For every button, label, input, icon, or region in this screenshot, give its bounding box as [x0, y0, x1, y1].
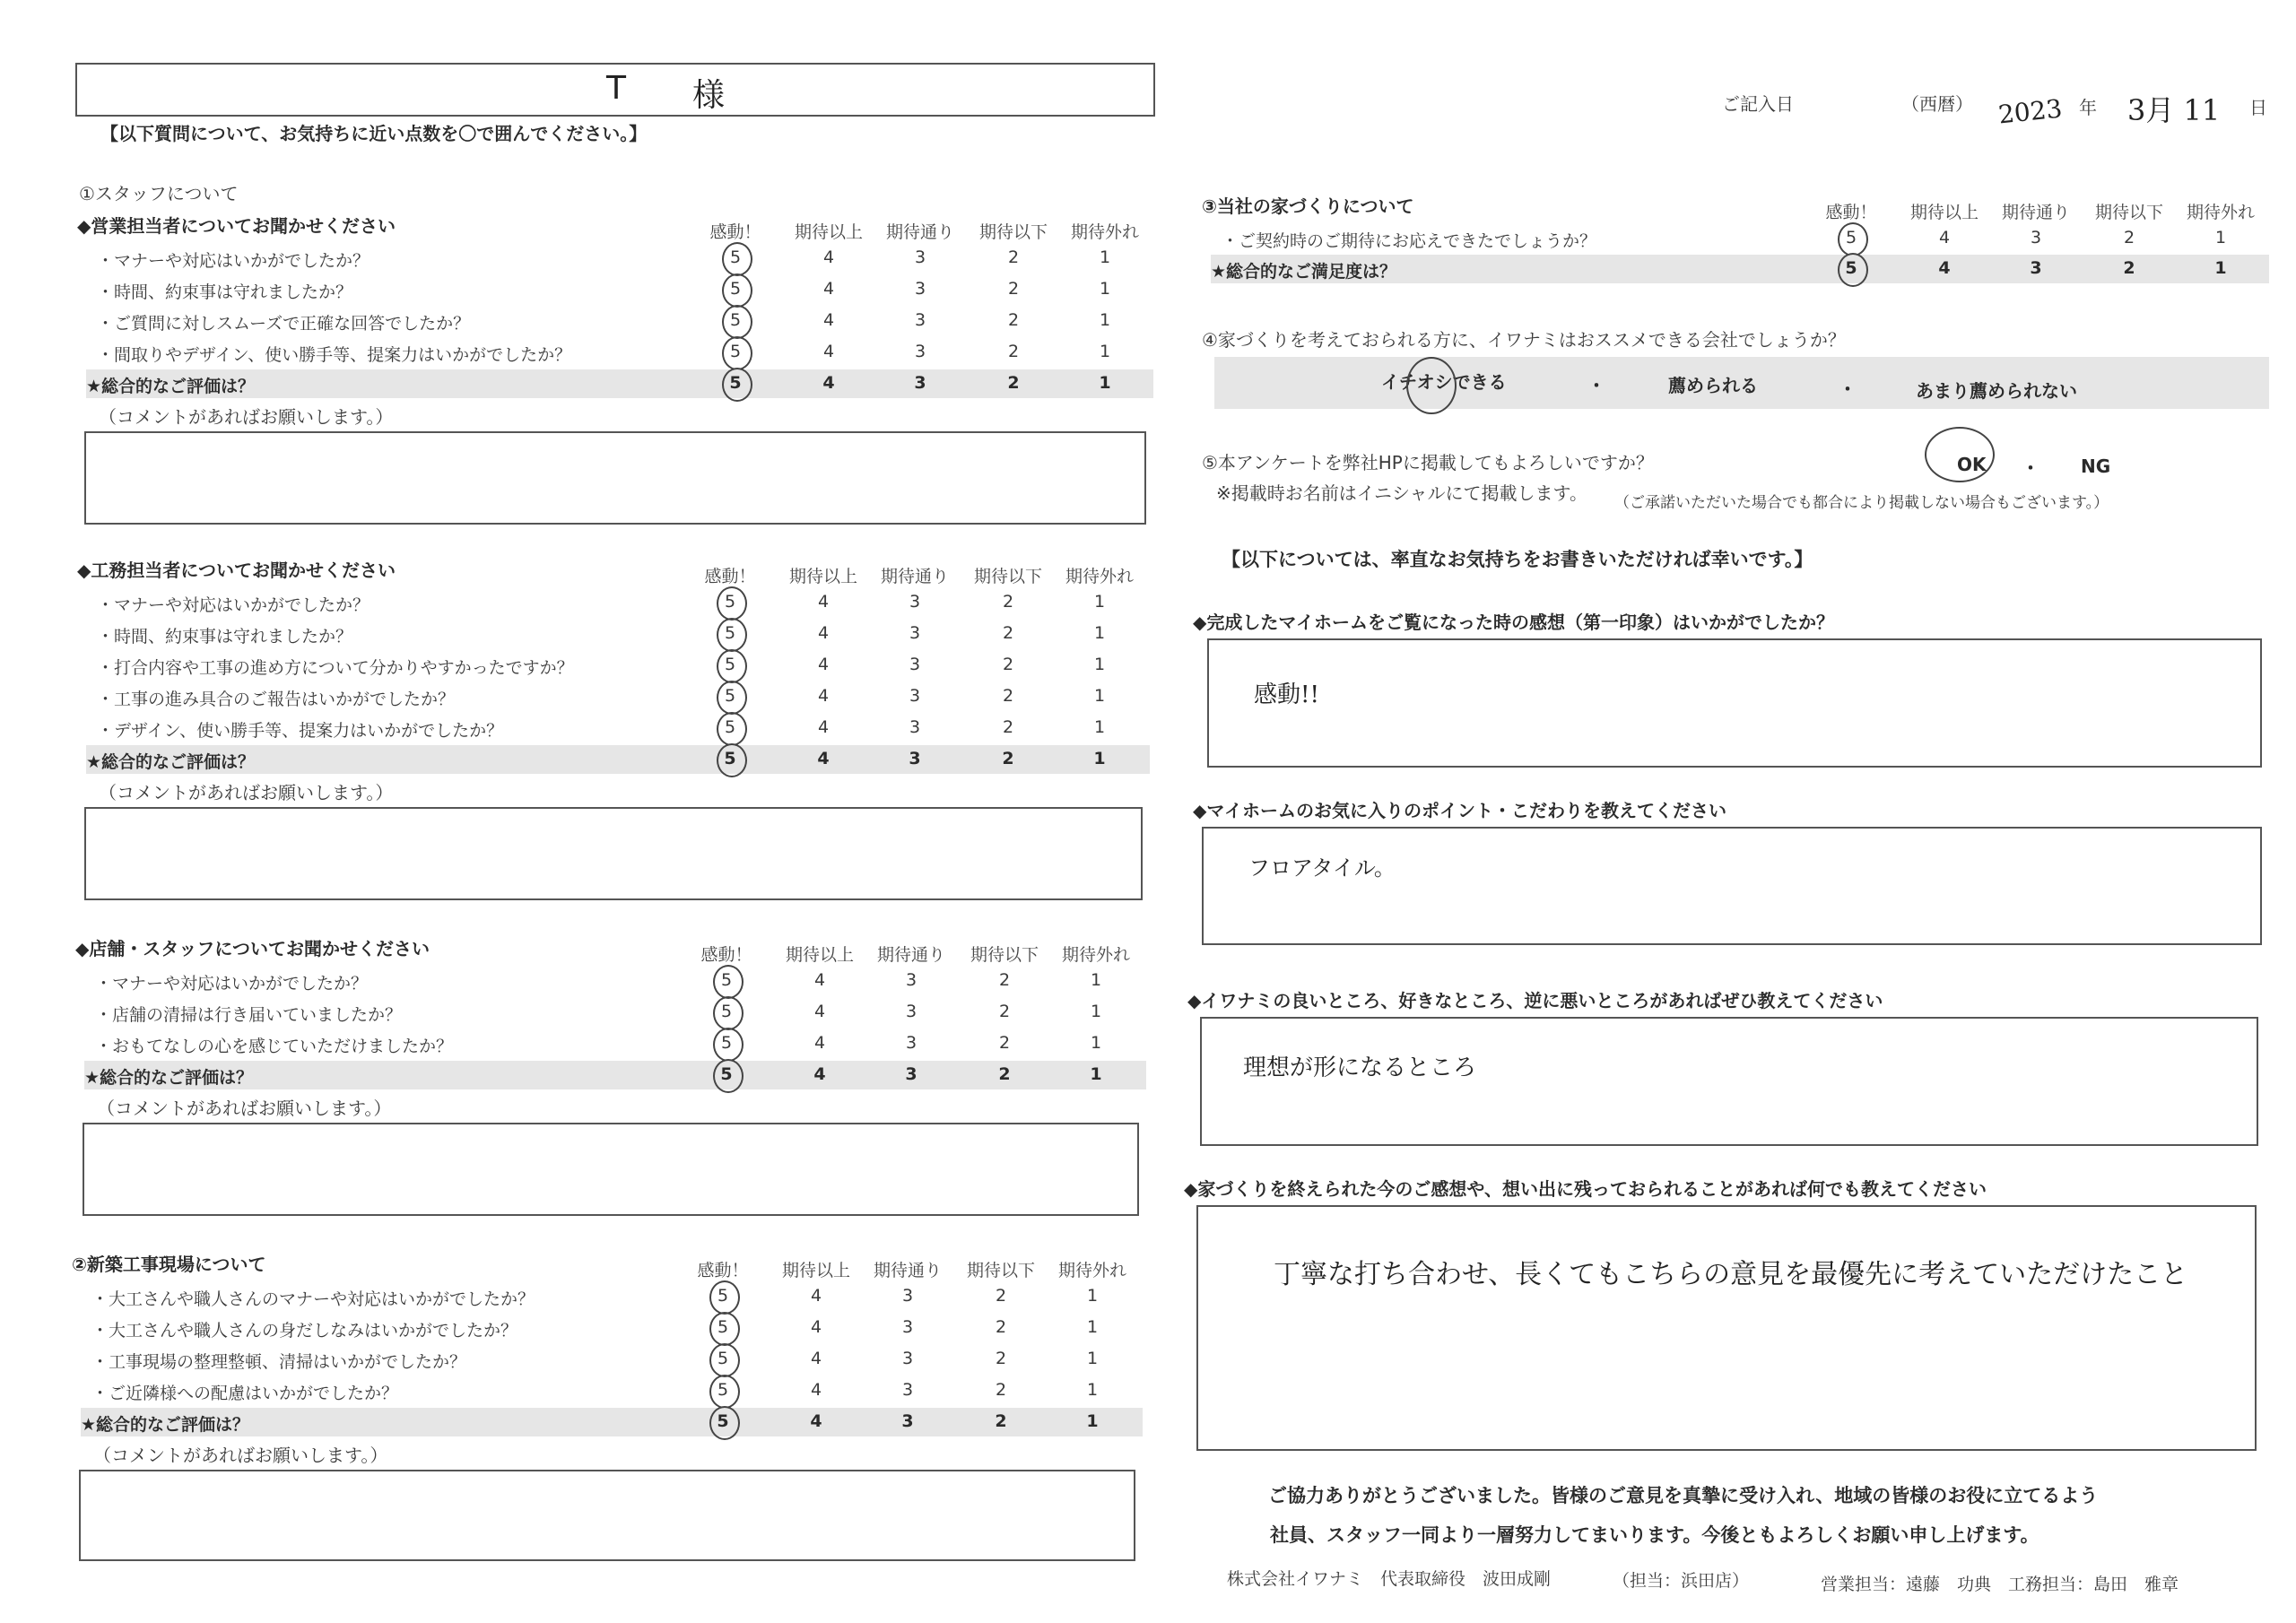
house-score-5[interactable]: 5 [1845, 228, 1857, 247]
free-question-2: ◆マイホームのお気に入りのポイント・こだわりを教えてください [1193, 800, 1726, 821]
construction-comment-label: （コメントがあればお願いします。） [99, 782, 394, 803]
customer-name-box [75, 63, 1155, 117]
sales-scale-label-2: 期待通り [885, 222, 954, 242]
free-question-4: ◆家づくりを終えられた今のご感想や、想い出に残っておられることがあれば何でも教えてください [1184, 1178, 1987, 1200]
construction-question-text: ・打合内容や工事の進め方について分かりやすかったですか？ [97, 658, 574, 678]
sales-score-3[interactable]: 3 [914, 310, 926, 330]
construction-scale-label-3: 期待以下 [973, 567, 1042, 586]
construction-total-row [86, 745, 1150, 774]
store-scale-label-4: 期待外れ [1061, 945, 1130, 965]
store-score-2[interactable]: 2 [998, 1002, 1011, 1021]
construction-score-3[interactable]: 3 [909, 686, 921, 706]
store-title: ◆店舗・スタッフについてお聞かせください [75, 938, 430, 959]
house-score-4[interactable]: 4 [1938, 228, 1951, 247]
sales-score-4[interactable]: 4 [822, 310, 835, 330]
closing-company: 株式会社イワナミ 代表取締役 波田成剛 [1227, 1569, 1552, 1589]
construction-selected-circle [717, 586, 747, 621]
construction-question-text: ・工事の進み具合のご報告はいかがでしたか？ [97, 690, 456, 709]
sales-selected-circle [722, 368, 752, 402]
sales-score-3[interactable]: 3 [914, 373, 926, 393]
free-answer-box-4 [1196, 1205, 2257, 1451]
site-score-3[interactable]: 3 [901, 1286, 914, 1306]
sales-score-4[interactable]: 4 [822, 247, 835, 267]
site-title: ②新築工事現場について [72, 1254, 266, 1275]
site-scale-label-1: 期待以上 [781, 1261, 850, 1280]
store-question-text: ・マナーや対応はいかがでしたか？ [95, 974, 369, 994]
closing-line-2: 社員、スタッフ一同より一層努力してまいります。今後ともよろしくお願い申し上げます。 [1270, 1524, 2039, 1546]
free-intro: 【以下については、率直なお気持ちをお書きいただければ幸いです。】 [1222, 549, 1813, 570]
sales-scale-label-4: 期待外れ [1070, 222, 1139, 242]
house-score-5[interactable]: 5 [1845, 258, 1857, 278]
site-scale-label-4: 期待外れ [1057, 1261, 1126, 1280]
day-unit: 日 [2249, 97, 2267, 118]
sales-score-3[interactable]: 3 [914, 247, 926, 267]
site-score-2[interactable]: 2 [995, 1317, 1007, 1337]
construction-scale-label-0: 感動！ [704, 567, 756, 586]
site-question-row [81, 1314, 1143, 1342]
site-score-1[interactable]: 1 [1086, 1349, 1099, 1368]
free-answer-1: 感動!! [1254, 681, 1319, 708]
site-score-2[interactable]: 2 [995, 1411, 1007, 1431]
house-score-1[interactable]: 1 [2214, 258, 2227, 278]
construction-scale-label-2: 期待通り [880, 567, 949, 586]
construction-question-row [86, 651, 1150, 680]
store-score-2[interactable]: 2 [998, 1064, 1011, 1084]
site-score-3[interactable]: 3 [901, 1317, 914, 1337]
construction-comment-box[interactable] [84, 807, 1143, 900]
site-comment-box[interactable] [79, 1470, 1135, 1561]
construction-score-3[interactable]: 3 [909, 655, 921, 674]
sales-title: ◆営業担当者についてお聞かせください [77, 215, 396, 237]
sales-question-text: ★総合的なご評価は？ [86, 377, 256, 396]
house-title: ③当社の家づくりについて [1202, 195, 1414, 217]
construction-score-2[interactable]: 2 [1002, 592, 1014, 612]
store-score-1[interactable]: 1 [1090, 970, 1102, 990]
construction-score-4[interactable]: 4 [817, 623, 830, 643]
construction-score-2[interactable]: 2 [1002, 717, 1014, 737]
store-question-row [84, 998, 1146, 1027]
house-score-2[interactable]: 2 [2123, 258, 2135, 278]
store-question-text: ・おもてなしの心を感じていただけましたか？ [95, 1037, 454, 1056]
house-question-row [1211, 224, 2269, 253]
site-scale-label-2: 期待通り [873, 1261, 942, 1280]
site-score-2[interactable]: 2 [995, 1380, 1007, 1400]
recommend-separator-1: ・ [1587, 375, 1605, 396]
sales-question-text: ・時間、約束事は守れましたか？ [97, 282, 353, 302]
sales-selected-circle [722, 305, 752, 339]
recommend-question: ④家づくりを考えておられる方に、イワナミはおススメできる会社でしょうか？ [1202, 329, 1846, 351]
construction-selected-circle [717, 743, 747, 777]
construction-score-1[interactable]: 1 [1093, 655, 1106, 674]
house-question-text: ★総合的なご満足度は？ [1211, 262, 1397, 282]
closing-line-1: ご協力ありがとうございました。皆様のご意見を真摯に受け入れ、地域の皆様のお役に立てるよう [1268, 1485, 2099, 1506]
sales-question-row [86, 307, 1153, 335]
sales-score-3[interactable]: 3 [914, 342, 926, 361]
construction-score-5[interactable]: 5 [724, 717, 736, 737]
site-score-3[interactable]: 3 [901, 1411, 914, 1431]
construction-selected-circle [717, 649, 747, 683]
free-answer-2: フロアタイル。 [1248, 855, 1396, 881]
construction-score-4[interactable]: 4 [817, 655, 830, 674]
free-answer-box-3 [1200, 1017, 2258, 1146]
publish-question: ⑤本アンケートを弊社HPに掲載してもよろしいですか？ [1202, 452, 1654, 473]
construction-question-row [86, 682, 1150, 711]
free-answer-box-1 [1207, 638, 2262, 768]
house-score-4[interactable]: 4 [1938, 258, 1951, 278]
recommend-selected-circle [1406, 357, 1457, 414]
construction-score-5[interactable]: 5 [724, 749, 736, 768]
site-question-row [81, 1282, 1143, 1311]
site-score-2[interactable]: 2 [995, 1349, 1007, 1368]
sales-score-2[interactable]: 2 [1007, 310, 1020, 330]
sales-score-3[interactable]: 3 [914, 279, 926, 299]
construction-score-1[interactable]: 1 [1093, 592, 1106, 612]
construction-selected-circle [717, 712, 747, 746]
store-total-row [84, 1061, 1146, 1089]
site-selected-circle [709, 1343, 740, 1377]
site-score-3[interactable]: 3 [901, 1380, 914, 1400]
house-total-row [1211, 255, 2269, 283]
site-score-5[interactable]: 5 [717, 1317, 729, 1337]
house-score-3[interactable]: 3 [2030, 258, 2042, 278]
construction-selected-circle [717, 618, 747, 652]
sales-score-1[interactable]: 1 [1099, 342, 1111, 361]
site-score-1[interactable]: 1 [1086, 1380, 1099, 1400]
sales-score-4[interactable]: 4 [822, 279, 835, 299]
sales-selected-circle [722, 336, 752, 370]
store-question-text: ★総合的なご評価は？ [84, 1068, 254, 1088]
construction-title: ◆工務担当者についてお聞かせください [77, 560, 396, 581]
store-score-5[interactable]: 5 [720, 1002, 733, 1021]
publish-ng[interactable]: NG [2081, 456, 2111, 477]
house-score-1[interactable]: 1 [2214, 228, 2227, 247]
year-unit: 年 [2079, 97, 2097, 118]
sales-score-5[interactable]: 5 [729, 373, 742, 393]
recommend-option-1[interactable]: イチオシできる [1381, 371, 1507, 393]
sales-score-4[interactable]: 4 [822, 342, 835, 361]
sales-score-2[interactable]: 2 [1007, 342, 1020, 361]
construction-score-1[interactable]: 1 [1093, 623, 1106, 643]
construction-score-3[interactable]: 3 [909, 717, 921, 737]
construction-question-row [86, 620, 1150, 648]
era-label: （西暦） [1901, 93, 1973, 115]
sales-selected-circle [722, 242, 752, 276]
sales-score-1[interactable]: 1 [1099, 279, 1111, 299]
store-score-1[interactable]: 1 [1090, 1002, 1102, 1021]
construction-score-5[interactable]: 5 [724, 623, 736, 643]
sales-score-1[interactable]: 1 [1099, 373, 1111, 393]
site-question-text: ・大工さんや職人さんの身だしなみはいかがでしたか？ [91, 1321, 518, 1341]
site-question-row [81, 1345, 1143, 1374]
site-question-text: ・大工さんや職人さんのマナーや対応はいかがでしたか？ [91, 1289, 535, 1309]
house-selected-circle [1838, 253, 1868, 287]
publish-dot: ・ [2022, 457, 2039, 479]
sales-comment-box[interactable] [84, 431, 1146, 525]
site-score-5[interactable]: 5 [717, 1380, 729, 1400]
customer-initial: T [606, 70, 626, 107]
house-scale-label-1: 期待以上 [1909, 203, 1979, 222]
sales-score-1[interactable]: 1 [1099, 310, 1111, 330]
construction-score-3[interactable]: 3 [909, 623, 921, 643]
sales-question-text: ・マナーや対応はいかがでしたか？ [97, 251, 370, 271]
sales-scale-label-1: 期待以上 [794, 222, 863, 242]
free-answer-box-2 [1202, 827, 2262, 945]
site-score-2[interactable]: 2 [995, 1286, 1007, 1306]
construction-score-1[interactable]: 1 [1093, 749, 1106, 768]
construction-question-text: ・マナーや対応はいかがでしたか？ [97, 595, 370, 615]
publish-ok[interactable]: OK [1957, 454, 1987, 475]
sales-question-text: ・ご質問に対しスムーズで正確な回答でしたか？ [97, 314, 471, 334]
house-scale-label-4: 期待外れ [2186, 203, 2255, 222]
site-question-text: ★総合的なご評価は？ [81, 1415, 250, 1435]
site-total-row [81, 1408, 1143, 1436]
construction-score-2[interactable]: 2 [1002, 686, 1014, 706]
sales-comment-label: （コメントがあればお願いします。） [99, 406, 394, 428]
store-score-2[interactable]: 2 [998, 970, 1011, 990]
site-scale-label-0: 感動！ [697, 1261, 749, 1280]
construction-score-4[interactable]: 4 [817, 686, 830, 706]
store-score-1[interactable]: 1 [1090, 1064, 1102, 1084]
construction-scale-label-1: 期待以上 [788, 567, 857, 586]
site-question-text: ・ご近隣様への配慮はいかがでしたか？ [91, 1384, 399, 1403]
recommend-separator-2: ・ [1839, 378, 1857, 400]
construction-score-4[interactable]: 4 [817, 717, 830, 737]
store-score-4[interactable]: 4 [813, 1064, 826, 1084]
sales-total-row [86, 369, 1153, 398]
construction-score-2[interactable]: 2 [1002, 623, 1014, 643]
store-score-3[interactable]: 3 [905, 970, 918, 990]
site-selected-circle [709, 1406, 740, 1440]
date-year: 2023 [1996, 93, 2064, 130]
site-scale-label-3: 期待以下 [966, 1261, 1035, 1280]
store-scale-label-2: 期待通り [876, 945, 945, 965]
store-score-2[interactable]: 2 [998, 1033, 1011, 1053]
construction-selected-circle [717, 681, 747, 715]
construction-score-5[interactable]: 5 [724, 592, 736, 612]
free-question-1: ◆完成したマイホームをご覧になった時の感想（第一印象）はいかがでしたか？ [1193, 612, 1834, 633]
sales-question-row [86, 244, 1153, 273]
site-selected-circle [709, 1375, 740, 1409]
staff-section-title: ①スタッフについて [79, 183, 239, 204]
construction-score-2[interactable]: 2 [1002, 749, 1014, 768]
recommend-option-3[interactable]: あまり薦められない [1916, 380, 2077, 402]
site-score-4[interactable]: 4 [810, 1411, 822, 1431]
construction-question-text: ・デザイン、使い勝手等、提案力はいかがでしたか？ [97, 721, 504, 741]
house-selected-circle [1838, 222, 1868, 256]
store-score-5[interactable]: 5 [720, 1064, 733, 1084]
closing-reps: 営業担当：遠藤 功典 工務担当：島田 雅章 [1821, 1575, 2179, 1594]
store-score-4[interactable]: 4 [813, 1002, 826, 1021]
sales-score-5[interactable]: 5 [729, 247, 742, 267]
recommend-option-2[interactable]: 薦められる [1668, 375, 1758, 396]
site-score-5[interactable]: 5 [717, 1286, 729, 1306]
closing-branch: （担当：浜田店） [1613, 1571, 1750, 1591]
house-question-text: ・ご契約時のご期待にお応えできたでしょうか？ [1222, 231, 1597, 251]
construction-score-2[interactable]: 2 [1002, 655, 1014, 674]
house-scale-label-3: 期待以下 [2094, 203, 2163, 222]
sales-question-text: ・間取りやデザイン、使い勝手等、提案力はいかがでしたか？ [97, 345, 572, 365]
construction-question-text: ・時間、約束事は守れましたか？ [97, 627, 353, 647]
store-question-row [84, 967, 1146, 995]
store-score-5[interactable]: 5 [720, 1033, 733, 1053]
publish-note: ※掲載時お名前はイニシャルにて掲載します。 [1216, 482, 1587, 504]
construction-score-5[interactable]: 5 [724, 655, 736, 674]
site-score-1[interactable]: 1 [1086, 1317, 1099, 1337]
site-comment-label: （コメントがあればお願いします。） [93, 1445, 388, 1466]
site-score-5[interactable]: 5 [717, 1411, 729, 1431]
sales-scale-label-3: 期待以下 [978, 222, 1048, 242]
sales-score-1[interactable]: 1 [1099, 247, 1111, 267]
site-score-3[interactable]: 3 [901, 1349, 914, 1368]
site-selected-circle [709, 1280, 740, 1315]
construction-question-row [86, 588, 1150, 617]
store-selected-circle [713, 965, 744, 999]
sales-score-2[interactable]: 2 [1007, 247, 1020, 267]
sales-score-2[interactable]: 2 [1007, 373, 1020, 393]
store-selected-circle [713, 996, 744, 1030]
store-score-4[interactable]: 4 [813, 1033, 826, 1053]
site-score-4[interactable]: 4 [810, 1349, 822, 1368]
customer-honorific: 様 [692, 77, 726, 114]
store-selected-circle [713, 1059, 744, 1093]
store-selected-circle [713, 1028, 744, 1062]
store-scale-label-3: 期待以下 [970, 945, 1039, 965]
store-score-5[interactable]: 5 [720, 970, 733, 990]
store-question-row [84, 1029, 1146, 1058]
sales-question-row [86, 338, 1153, 367]
construction-scale-label-4: 期待外れ [1065, 567, 1134, 586]
date-month-day: 3月 11 [2127, 93, 2221, 127]
store-score-3[interactable]: 3 [905, 1064, 918, 1084]
construction-score-1[interactable]: 1 [1093, 717, 1106, 737]
store-score-4[interactable]: 4 [813, 970, 826, 990]
site-score-4[interactable]: 4 [810, 1317, 822, 1337]
store-score-1[interactable]: 1 [1090, 1033, 1102, 1053]
sales-selected-circle [722, 273, 752, 308]
house-score-2[interactable]: 2 [2123, 228, 2135, 247]
site-question-row [81, 1376, 1143, 1405]
sales-score-5[interactable]: 5 [729, 310, 742, 330]
sales-score-2[interactable]: 2 [1007, 279, 1020, 299]
free-answer-4: 丁寧な打ち合わせ、長くてもこちらの意見を最優先に考えていただけたこと [1274, 1259, 2188, 1290]
sales-question-row [86, 275, 1153, 304]
site-score-1[interactable]: 1 [1086, 1411, 1099, 1431]
sales-scale-label-0: 感動！ [709, 222, 761, 242]
site-score-4[interactable]: 4 [810, 1286, 822, 1306]
date-label: ご記入日 [1722, 93, 1794, 115]
construction-score-4[interactable]: 4 [817, 749, 830, 768]
store-comment-label: （コメントがあればお願いします。） [97, 1098, 392, 1119]
site-question-text: ・工事現場の整理整頓、清掃はいかがでしたか？ [91, 1352, 467, 1372]
free-answer-3: 理想が形になるところ [1243, 1055, 1477, 1081]
construction-score-5[interactable]: 5 [724, 686, 736, 706]
site-selected-circle [709, 1312, 740, 1346]
site-score-1[interactable]: 1 [1086, 1286, 1099, 1306]
store-comment-box[interactable] [83, 1123, 1139, 1216]
construction-question-row [86, 714, 1150, 742]
store-score-3[interactable]: 3 [905, 1033, 918, 1053]
sales-score-4[interactable]: 4 [822, 373, 835, 393]
sales-score-5[interactable]: 5 [729, 279, 742, 299]
house-score-3[interactable]: 3 [2030, 228, 2042, 247]
site-score-5[interactable]: 5 [717, 1349, 729, 1368]
house-scale-label-2: 期待通り [2001, 203, 2070, 222]
free-question-3: ◆イワナミの良いところ、好きなところ、逆に悪いところがあればぜひ教えてください [1187, 990, 1883, 1011]
store-question-text: ・店舗の清掃は行き届いていましたか？ [95, 1005, 403, 1025]
construction-score-3[interactable]: 3 [909, 749, 921, 768]
store-scale-label-0: 感動！ [700, 945, 752, 965]
construction-score-4[interactable]: 4 [817, 592, 830, 612]
construction-score-1[interactable]: 1 [1093, 686, 1106, 706]
site-score-4[interactable]: 4 [810, 1380, 822, 1400]
construction-score-3[interactable]: 3 [909, 592, 921, 612]
instruction: 【以下質問について、お気持ちに近い点数を〇で囲んでください。】 [100, 123, 648, 144]
store-scale-label-1: 期待以上 [785, 945, 854, 965]
sales-score-5[interactable]: 5 [729, 342, 742, 361]
construction-question-text: ★総合的なご評価は？ [86, 752, 256, 772]
house-scale-label-0: 感動！ [1825, 203, 1877, 222]
publish-note-small: （ご承諾いただいた場合でも都合により掲載しない場合もございます。） [1614, 494, 2109, 512]
store-score-3[interactable]: 3 [905, 1002, 918, 1021]
